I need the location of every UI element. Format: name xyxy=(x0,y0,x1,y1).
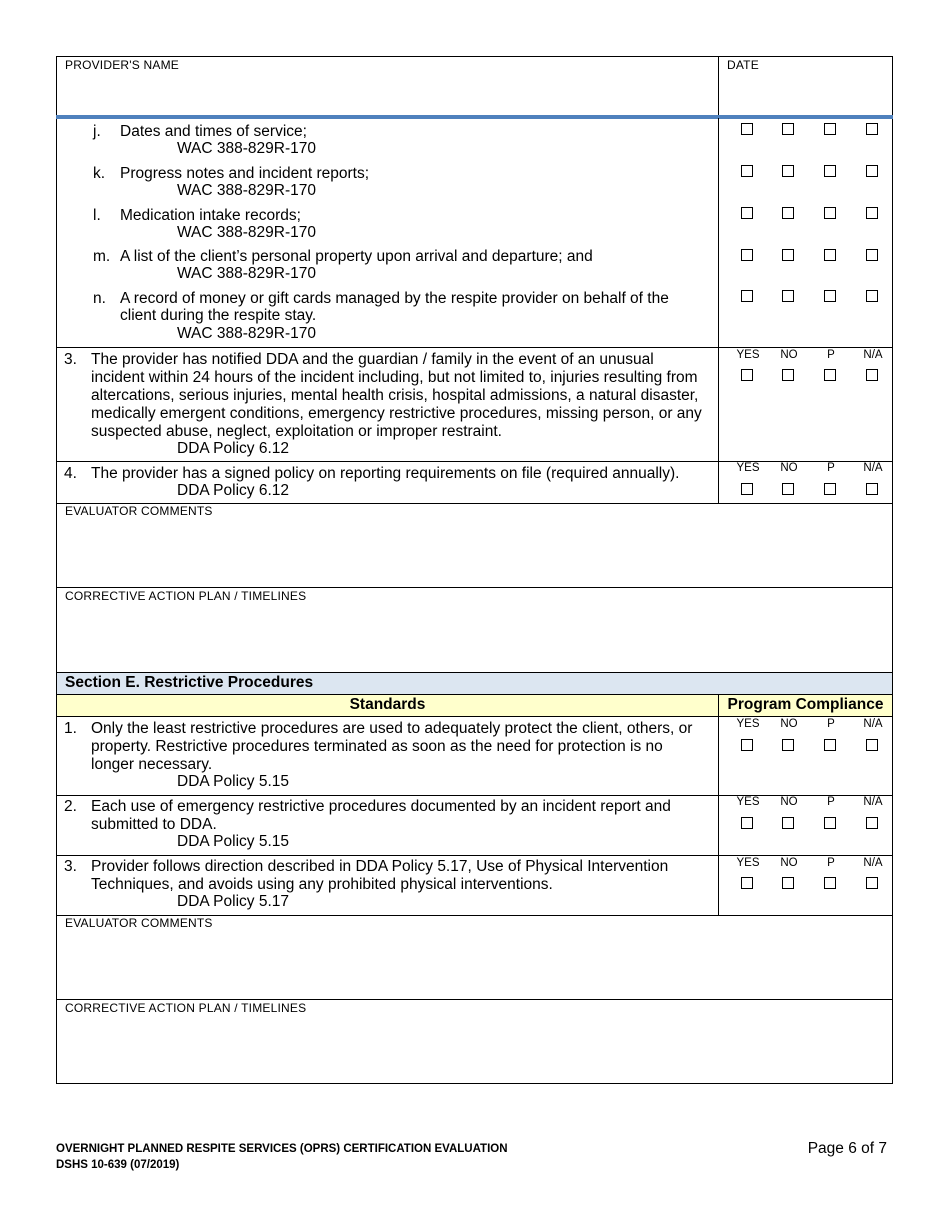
e-item-1-p-checkbox[interactable] xyxy=(824,739,836,751)
item-3-na-checkbox[interactable] xyxy=(866,369,878,381)
e-item-3-ref: DDA Policy 5.17 xyxy=(177,893,289,910)
date-field[interactable] xyxy=(722,75,888,113)
item-4-na-checkbox[interactable] xyxy=(866,483,878,495)
item-k-letter: k. xyxy=(93,165,106,182)
e-item-3-no-header: NO xyxy=(780,857,798,869)
section-e-title: Section E. Restrictive Procedures xyxy=(65,674,314,691)
item-3-ref: DDA Policy 6.12 xyxy=(177,440,289,457)
item-3-line4: medically emergent conditions, emergency restrictive procedures, missing person, or any xyxy=(91,405,702,422)
item-4-na-header: N/A xyxy=(863,462,883,474)
footer-form-number: DSHS 10-639 (07/2019) xyxy=(56,1159,180,1171)
e-item-2-line2: submitted to DDA. xyxy=(91,816,217,833)
e-item-2-yes-header: YES xyxy=(736,796,760,808)
item-k-ref: WAC 388-829R-170 xyxy=(177,182,316,199)
corrective-action-label: CORRECTIVE ACTION PLAN / TIMELINES xyxy=(65,589,307,603)
item-4-number: 4. xyxy=(64,465,77,482)
item-l-yes-checkbox[interactable] xyxy=(741,207,753,219)
item-3-line3: altercations, serious injuries, mental health crisis, hospital admissions, a natural disaster, xyxy=(91,387,699,404)
item-3-p-header: P xyxy=(827,349,835,361)
e-item-1-line2: property. Restrictive procedures terminated as soon as the need for protection is no xyxy=(91,738,663,755)
item-4-p-checkbox[interactable] xyxy=(824,483,836,495)
item-n-ref: WAC 388-829R-170 xyxy=(177,325,316,342)
item-k-na-checkbox[interactable] xyxy=(866,165,878,177)
e-item-3-no-checkbox[interactable] xyxy=(782,877,794,889)
corrective-action-field[interactable] xyxy=(60,605,888,669)
item-4-no-header: NO xyxy=(780,462,798,474)
e-item-2-p-checkbox[interactable] xyxy=(824,817,836,829)
item-3-line1: The provider has notified DDA and the guardian / family in the event of an unusual xyxy=(91,351,654,368)
e-item-2-na-checkbox[interactable] xyxy=(866,817,878,829)
page-number: Page 6 of 7 xyxy=(807,1140,887,1157)
e-item-1-yes-header: YES xyxy=(736,718,760,730)
item-4-yes-checkbox[interactable] xyxy=(741,483,753,495)
item-m-ref: WAC 388-829R-170 xyxy=(177,265,316,282)
item-l-ref: WAC 388-829R-170 xyxy=(177,224,316,241)
e-item-1-number: 1. xyxy=(64,720,77,737)
e-item-3-yes-checkbox[interactable] xyxy=(741,877,753,889)
item-m-no-checkbox[interactable] xyxy=(782,249,794,261)
e-item-1-no-checkbox[interactable] xyxy=(782,739,794,751)
item-j-text: Dates and times of service; xyxy=(120,123,307,140)
item-m-na-checkbox[interactable] xyxy=(866,249,878,261)
item-j-yes-checkbox[interactable] xyxy=(741,123,753,135)
item-m-p-checkbox[interactable] xyxy=(824,249,836,261)
item-k-text: Progress notes and incident reports; xyxy=(120,165,369,182)
e-item-3-p-checkbox[interactable] xyxy=(824,877,836,889)
e-item-3-yes-header: YES xyxy=(736,857,760,869)
e-item-1-yes-checkbox[interactable] xyxy=(741,739,753,751)
item-l-text: Medication intake records; xyxy=(120,207,301,224)
item-m-letter: m. xyxy=(93,248,111,265)
item-j-p-checkbox[interactable] xyxy=(824,123,836,135)
item-j-letter: j. xyxy=(93,123,101,140)
item-m-text: A list of the client’s personal property upon arrival and departure; and xyxy=(120,248,593,265)
item-4-yes-header: YES xyxy=(736,462,760,474)
item-n-no-checkbox[interactable] xyxy=(782,290,794,302)
item-3-p-checkbox[interactable] xyxy=(824,369,836,381)
footer-title: OVERNIGHT PLANNED RESPITE SERVICES (OPRS) CERTIFICATION EVALUATION xyxy=(56,1143,508,1155)
item-k-yes-checkbox[interactable] xyxy=(741,165,753,177)
item-4-no-checkbox[interactable] xyxy=(782,483,794,495)
item-3-yes-header: YES xyxy=(736,349,760,361)
e-item-2-number: 2. xyxy=(64,798,77,815)
item-n-yes-checkbox[interactable] xyxy=(741,290,753,302)
item-4-text: The provider has a signed policy on reporting requirements on file (required annually). xyxy=(91,465,680,482)
e-item-1-p-header: P xyxy=(827,718,835,730)
item-n-letter: n. xyxy=(93,290,106,307)
e-item-1-no-header: NO xyxy=(780,718,798,730)
item-3-line5: suspected abuse, neglect, exploitation or improper restraint. xyxy=(91,423,502,440)
evaluator-comments-field[interactable] xyxy=(60,520,888,584)
provider-name-field[interactable] xyxy=(60,75,715,113)
e-evaluator-comments-field[interactable] xyxy=(60,932,888,996)
e-item-3-line1: Provider follows direction described in DDA Policy 5.17, Use of Physical Intervention xyxy=(91,858,669,875)
e-item-1-line1: Only the least restrictive procedures are used to adequately protect the client, others, or xyxy=(91,720,693,737)
e-item-2-na-header: N/A xyxy=(863,796,883,808)
evaluator-comments-label: EVALUATOR COMMENTS xyxy=(65,504,213,518)
item-l-p-checkbox[interactable] xyxy=(824,207,836,219)
item-4-p-header: P xyxy=(827,462,835,474)
item-m-yes-checkbox[interactable] xyxy=(741,249,753,261)
e-evaluator-comments-label: EVALUATOR COMMENTS xyxy=(65,916,213,930)
e-item-2-ref: DDA Policy 5.15 xyxy=(177,833,289,850)
e-item-3-na-checkbox[interactable] xyxy=(866,877,878,889)
item-j-na-checkbox[interactable] xyxy=(866,123,878,135)
item-4-ref: DDA Policy 6.12 xyxy=(177,482,289,499)
item-l-no-checkbox[interactable] xyxy=(782,207,794,219)
item-3-no-checkbox[interactable] xyxy=(782,369,794,381)
item-n-text-line1: A record of money or gift cards managed by the respite provider on behalf of the xyxy=(120,290,669,307)
e-corrective-action-label: CORRECTIVE ACTION PLAN / TIMELINES xyxy=(65,1001,307,1015)
e-item-3-number: 3. xyxy=(64,858,77,875)
e-item-2-no-header: NO xyxy=(780,796,798,808)
program-compliance-header: Program Compliance xyxy=(727,696,884,713)
item-k-no-checkbox[interactable] xyxy=(782,165,794,177)
item-k-p-checkbox[interactable] xyxy=(824,165,836,177)
e-item-3-na-header: N/A xyxy=(863,857,883,869)
e-item-3-line2: Techniques, and avoids using any prohibited physical interventions. xyxy=(91,876,553,893)
e-item-1-na-header: N/A xyxy=(863,718,883,730)
e-item-1-ref: DDA Policy 5.15 xyxy=(177,773,289,790)
e-item-2-line1: Each use of emergency restrictive procedures documented by an incident report and xyxy=(91,798,671,815)
item-3-no-header: NO xyxy=(780,349,798,361)
e-item-3-p-header: P xyxy=(827,857,835,869)
standards-header: Standards xyxy=(349,696,426,713)
item-n-text-line2: client during the respite stay. xyxy=(120,307,317,324)
item-l-letter: l. xyxy=(93,207,101,224)
item-3-line2: incident within 24 hours of the incident including, but not limited to, injuries resulting from xyxy=(91,369,698,386)
item-n-p-checkbox[interactable] xyxy=(824,290,836,302)
item-j-ref: WAC 388-829R-170 xyxy=(177,140,316,157)
item-n-na-checkbox[interactable] xyxy=(866,290,878,302)
e-item-2-yes-checkbox[interactable] xyxy=(741,817,753,829)
item-j-no-checkbox[interactable] xyxy=(782,123,794,135)
e-item-2-no-checkbox[interactable] xyxy=(782,817,794,829)
date-label: DATE xyxy=(727,58,759,72)
item-l-na-checkbox[interactable] xyxy=(866,207,878,219)
e-item-1-na-checkbox[interactable] xyxy=(866,739,878,751)
provider-name-label: PROVIDER'S NAME xyxy=(65,58,179,72)
item-3-na-header: N/A xyxy=(863,349,883,361)
e-corrective-action-field[interactable] xyxy=(60,1017,888,1081)
e-item-2-p-header: P xyxy=(827,796,835,808)
item-3-yes-checkbox[interactable] xyxy=(741,369,753,381)
e-item-1-line3: longer necessary. xyxy=(91,756,213,773)
item-3-number: 3. xyxy=(64,351,77,368)
